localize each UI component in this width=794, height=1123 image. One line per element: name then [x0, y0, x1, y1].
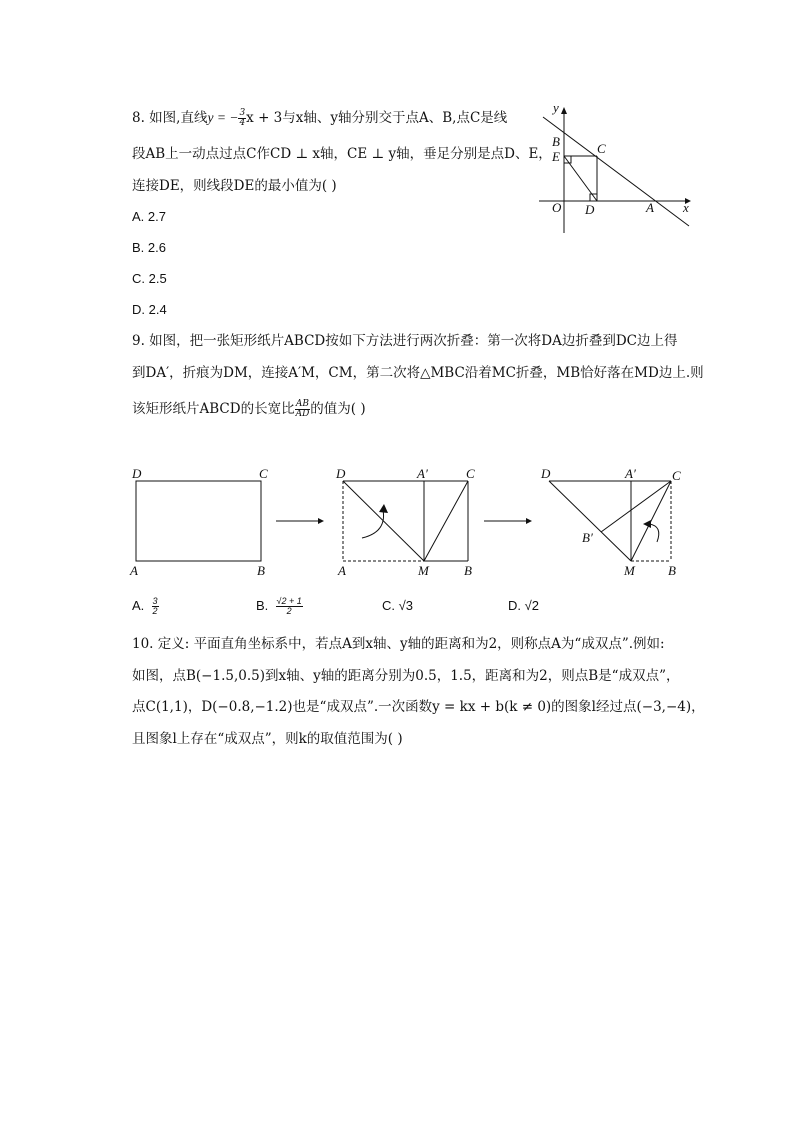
label-x: x [683, 200, 689, 215]
q9-option-b [256, 596, 303, 616]
fig3-label-d: D [541, 466, 551, 481]
fig2-label-m: M [418, 563, 429, 578]
fig2-label-a: A [338, 563, 346, 578]
q9-option-b-den: 2 [286, 606, 292, 617]
q9-frac-den: AD [295, 409, 310, 419]
q8-eq: y = − [207, 110, 239, 125]
q8-fraction [238, 109, 246, 128]
fig3-label-b-prime: B′ [582, 530, 593, 545]
arrow-1-icon [276, 518, 324, 524]
q9-option-c: C. √3 [382, 598, 413, 613]
q8-text-a: 8. 如图,直线 [132, 110, 208, 126]
q9-option-b-fraction [276, 597, 303, 616]
fig1-label-b: B [257, 563, 265, 578]
q8-frac-den: 4 [239, 118, 246, 128]
q9-figure-1 [129, 466, 268, 578]
q9-option-a [132, 596, 159, 616]
q9-line3 [132, 399, 366, 419]
label-c: C [597, 141, 606, 156]
q9-option-b-label: B. [256, 598, 269, 613]
label-d: D [585, 202, 595, 217]
q9-line1: 9. 如图，把一张矩形纸片ABCD按如下方法进行两次折叠：第一次将DA边折叠到DC边上得 [132, 333, 678, 349]
q9-option-a-fraction [152, 597, 159, 616]
q8-line2: 段AB上一动点过点C作CD ⊥ x轴，CE ⊥ y轴，垂足分别是点D、E， [132, 146, 552, 162]
q9-option-a-label: A. [132, 598, 145, 613]
q8-option-a: A. 2.7 [132, 209, 166, 224]
label-a: A [646, 200, 654, 215]
q9-frac-num: AB [295, 399, 309, 409]
y-axis-arrow-icon [561, 107, 567, 114]
rectangle-abcd [136, 481, 261, 561]
q10-line2: 如图，点B(−1.5,0.5)到x轴、y轴的距离分别为0.5，1.5，距离和为2，则点B是“成双点”， [132, 668, 680, 684]
fig2-label-d: D [336, 466, 346, 481]
q9-fraction [295, 400, 311, 419]
q8-line1 [132, 108, 507, 128]
q8-line3: 连接DE，则线段DE的最小值为( ) [132, 178, 337, 194]
q8-frac-num: 3 [239, 108, 246, 118]
fig3-label-b: B [668, 563, 676, 578]
q9-folding-figures [125, 460, 695, 585]
fig1-label-d: D [132, 466, 142, 481]
fig2-label-b: B [464, 563, 472, 578]
line-ab [543, 117, 689, 226]
q8-option-d: D. 2.4 [132, 302, 167, 317]
q9-text-a: 该矩形纸片ABCD的长宽比 [132, 401, 295, 417]
fold-arrow-icon [379, 504, 388, 513]
q9-option-a-num: 3 [152, 596, 158, 607]
q9-option-d: D. √2 [508, 598, 539, 613]
q8-option-b: B. 2.6 [132, 240, 166, 255]
q8-text-b: x + 3与x轴、y轴分别交于点A、B,点C是线 [246, 110, 508, 126]
fig2-label-a-prime: A′ [417, 466, 428, 481]
q8-coordinate-figure [535, 100, 695, 235]
fig1-label-c: C [259, 466, 268, 481]
q9-figure-2 [335, 466, 475, 578]
label-e: E [552, 149, 560, 164]
fig2-label-c: C [466, 466, 475, 481]
q10-line1: 10. 定义: 平面直角坐标系中，若点A到x轴、y轴的距离和为2，则称点A为“成双点”.例如: [132, 636, 665, 652]
fold-arrow-2-icon [643, 520, 651, 528]
fig1-label-a: A [130, 563, 138, 578]
fig3-label-a-prime: A′ [625, 466, 636, 481]
q9-text-b: 的值为( ) [310, 401, 366, 417]
q9-figure-3 [540, 466, 681, 578]
label-y: y [553, 100, 559, 115]
q10-line3: 点C(1,1)，D(−0.8,−1.2)也是“成双点”.一次函数y = kx + b(k ≠ 0)的图象l经过点(−3,−4)， [132, 699, 705, 715]
fig3-label-c: C [672, 468, 681, 483]
q8-option-c: C. 2.5 [132, 271, 167, 286]
fig3-label-m: M [624, 563, 635, 578]
q9-line2: 到DA′，折痕为DM，连接A′M，CM，第二次将△MBC沿着MC折叠，MB恰好落在MD边上.则 [132, 365, 704, 381]
arrow-2-icon [484, 518, 532, 524]
label-o: O [552, 200, 562, 215]
q9-option-b-num: √2 + 1 [276, 596, 302, 607]
q9-option-a-den: 2 [152, 606, 158, 617]
label-b: B [552, 134, 560, 149]
q10-line4: 且图象l上存在“成双点”，则k的取值范围为( ) [132, 731, 403, 747]
